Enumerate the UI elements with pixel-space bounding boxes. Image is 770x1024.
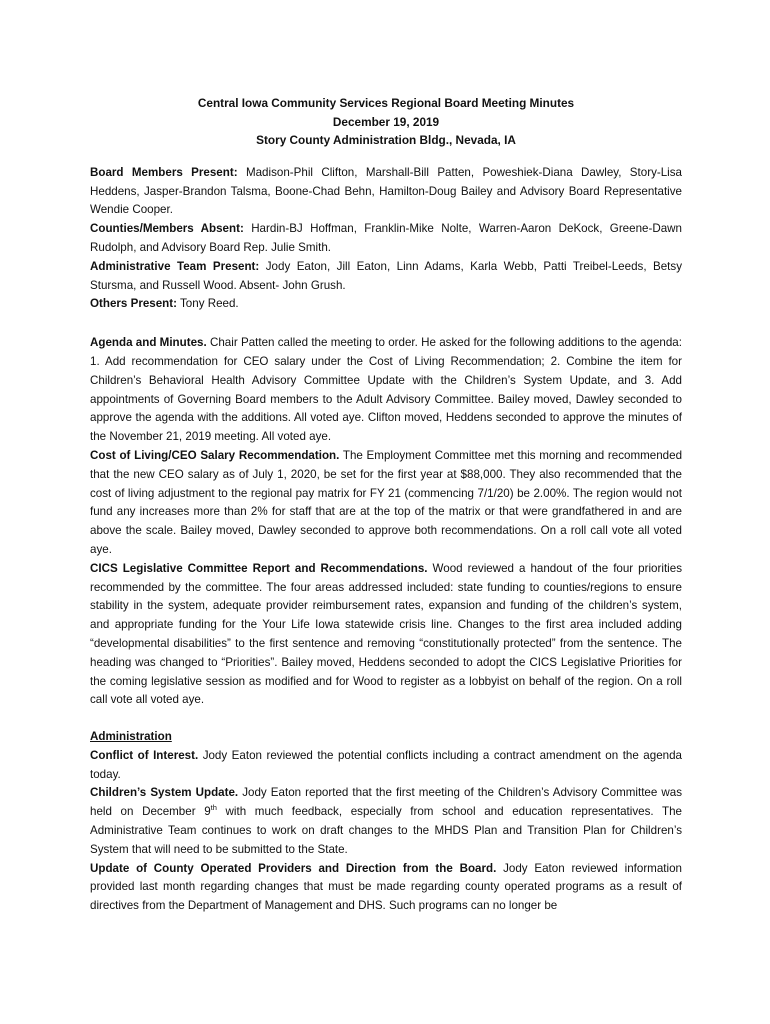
- others-present: [90, 295, 682, 314]
- members-absent-label: Counties/Members Absent:: [90, 222, 244, 236]
- cost-of-living-label: Cost of Living/CEO Salary Recommendation.: [90, 448, 340, 462]
- admin-team-label: Administrative Team Present:: [90, 259, 260, 273]
- administration-heading: [90, 728, 682, 747]
- members-absent: [90, 220, 682, 258]
- cost-of-living-section: [90, 447, 682, 560]
- header-location: Story County Administration Bldg., Nevada, IA: [256, 133, 516, 148]
- administration-heading-text: Administration: [90, 730, 172, 744]
- header-date: December 19, 2019: [332, 114, 440, 129]
- document-header: [90, 94, 682, 150]
- agenda-minutes-text: Chair Patten called the meeting to order. He asked for the following additions to the agenda: 1. Add recommendation for CEO salary under the Cost of Living Recommendation; 2. Combine the item for Children’s Behavioral Health Advisory Committee Update with the Children’s System Update, and 3. Add appointments of Governing Board members to the Adult Advisory Committee. Bailey moved, Dawley seconded to approve the agenda with the additions. All voted aye. Clifton moved, Heddens seconded to approve the minutes of the November 21, 2019 meeting. All voted aye.: [90, 336, 682, 444]
- county-providers-text: Jody Eaton reviewed information provided last month regarding changes that must be made regarding county operated programs as a result of directives from the Department of Management and DHS. Such programs can no longer be: [90, 861, 682, 913]
- cics-legislative-section: [90, 560, 682, 710]
- childrens-system-section: [90, 784, 682, 859]
- admin-team-text: Jody Eaton, Jill Eaton, Linn Adams, Karla Webb, Patti Treibel-Leeds, Betsy Stursma, and Russell Wood. Absent- John Grush.: [90, 259, 683, 292]
- ordinal-superscript: th: [210, 803, 217, 813]
- county-providers-label: Update of County Operated Providers and Direction from the Board.: [90, 861, 497, 875]
- header-title: Central Iowa Community Services Regional Board Meeting Minutes: [197, 96, 575, 110]
- agenda-minutes-label: Agenda and Minutes.: [90, 336, 207, 350]
- members-absent-text: Hardin-BJ Hoffman, Franklin-Mike Nolte, Warren-Aaron DeKock, Greene-Dawn Rudolph, and Advisory Board Rep. Julie Smith.: [90, 222, 682, 254]
- others-present-label: Others Present:: [90, 297, 177, 311]
- conflict-of-interest-label: Conflict of Interest.: [90, 748, 199, 762]
- board-members-label: Board Members Present:: [90, 165, 238, 179]
- board-members-present: [90, 164, 682, 220]
- childrens-system-label: Children’s System Update.: [90, 786, 239, 800]
- document-page: [90, 94, 682, 916]
- admin-team-present: [90, 258, 682, 296]
- cics-legislative-label: CICS Legislative Committee Report and Recommendations.: [90, 561, 428, 575]
- board-members-text: Madison-Phil Clifton, Marshall-Bill Patten, Poweshiek-Diana Dawley, Story-Lisa Heddens, Jasper-Brandon Talsma, Boone-Chad Behn, Hamilton-Doug Bailey and Advisory Board Representative Wendie Cooper.: [90, 165, 682, 217]
- childrens-system-text-b: with much feedback, especially from school and education representatives. The Administrative Team continues to work on draft changes to the MHDS Plan and Transition Plan for Children’s System that will need to be submitted to the State.: [90, 805, 683, 856]
- conflict-of-interest-section: [90, 747, 682, 785]
- childrens-system-text-a: Jody Eaton reported that the first meeting of the Children’s Advisory Committee was held on December 9: [90, 786, 682, 819]
- cics-legislative-text: Wood reviewed a handout of the four priorities recommended by the committee. The four areas addressed included: state funding to counties/regions to ensure stability in the system, adequate provider reimbursement rates, expansion and funding of the children’s system, and appropriate funding for the Your Life Iowa statewide crisis line. Changes to the first area included adding “developmental disabilities” to the first sentence and removing “constitutionally protected” from the sentence. The heading was changed to “Priorities”. Bailey moved, Heddens seconded to adopt the CICS Legislative Priorities for the coming legislative session as modified and for Wood to register as a lobbyist on behalf of the region. On a roll call vote all voted aye.: [90, 561, 682, 707]
- cost-of-living-text: The Employment Committee met this morning and recommended that the new CEO salary as of July 1, 2020, be set for the first year at $88,000. They also recommended that the cost of living adjustment to the regional pay matrix for FY 21 (commencing 7/1/20) be 2.00%. The region would not fund any increases more than 2% for staff that are at the top of the matrix or that were grandfathered in and are above the scale. Bailey moved, Dawley seconded to approve both recommendations. On a roll call vote all voted aye.: [90, 448, 683, 556]
- agenda-minutes-section: [90, 334, 682, 447]
- others-present-text: Tony Reed.: [180, 297, 239, 311]
- conflict-of-interest-text: Jody Eaton reviewed the potential conflicts including a contract amendment on the agenda today.: [90, 748, 682, 781]
- county-providers-section: [90, 860, 682, 916]
